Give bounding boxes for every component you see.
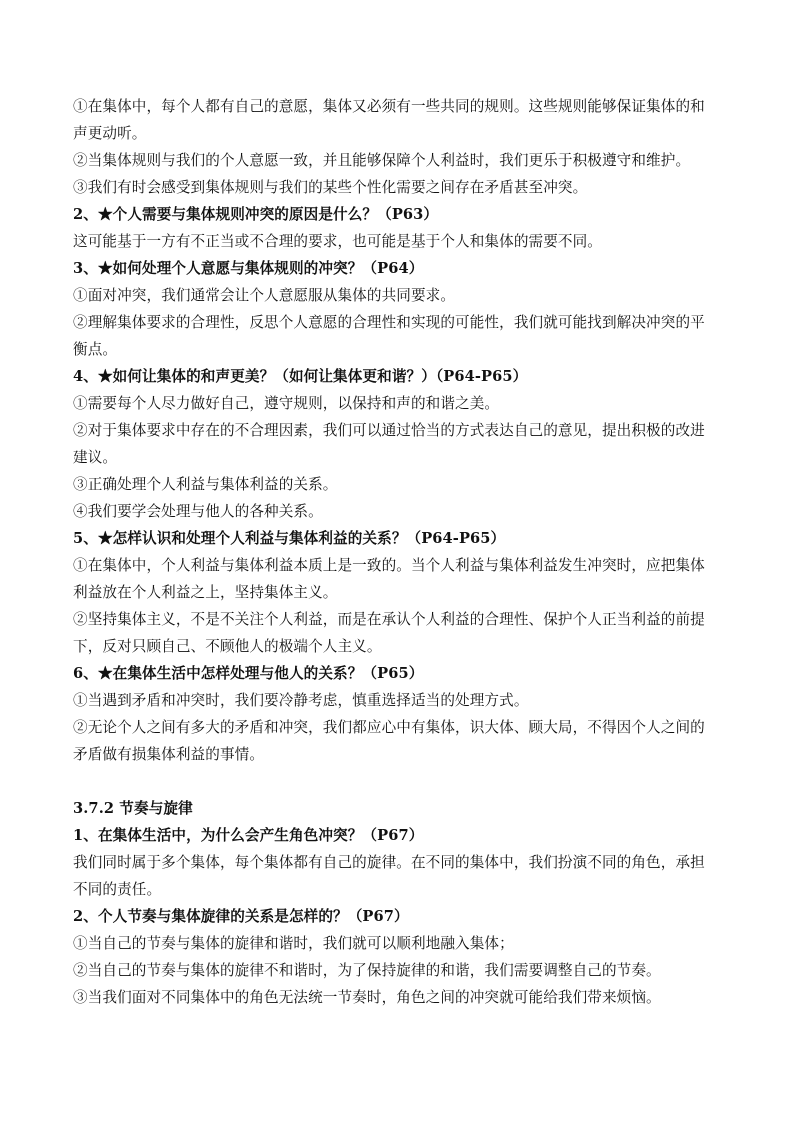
paragraph-line: ③我们有时会感受到集体规则与我们的某些个性化需要之间存在矛盾甚至冲突。 [73, 179, 588, 196]
paragraph-line: ①当自己的节奏与集体的旋律和谐时，我们就可以顺利地融入集体； [73, 935, 514, 952]
question-heading: 4、★如何让集体的和声更美？（如何让集体更和谐？）（P64-P65） [73, 368, 528, 385]
section-title: 3.7.2 节奏与旋律 [73, 800, 193, 817]
paragraph-line: ①需要每个人尽力做好自己，遵守规则，以保持和声的和谐之美。 [73, 395, 500, 412]
section-spacer [73, 768, 723, 795]
question-heading: 2、个人节奏与集体旋律的关系是怎样的？（P67） [73, 908, 409, 925]
paragraph-line: ②对于集体要求中存在的不合理因素，我们可以通过恰当的方式表达自己的意见，提出积极的改进 [73, 422, 705, 439]
question-heading: 5、★怎样认识和处理个人利益与集体利益的关系？（P64-P65） [73, 530, 506, 547]
paragraph-line: 不同的责任。 [73, 881, 162, 898]
paragraph-line: 下，反对只顾自己、不顾他人的极端个人主义。 [73, 638, 382, 655]
question-heading: 6、★在集体生活中怎样处理与他人的关系？（P65） [73, 665, 424, 682]
paragraph-line: ①在集体中，个人利益与集体利益本质上是一致的。当个人利益与集体利益发生冲突时，应把集体 [73, 557, 705, 574]
paragraph-line: ②无论个人之间有多大的矛盾和冲突，我们都应心中有集体，识大体、顾大局，不得因个人之间的 [73, 719, 705, 736]
paragraph-line: 我们同时属于多个集体，每个集体都有自己的旋律。在不同的集体中，我们扮演不同的角色，承担 [73, 854, 705, 871]
question-heading: 1、在集体生活中，为什么会产生角色冲突？（P67） [73, 827, 424, 844]
question-heading: 2、★个人需要与集体规则冲突的原因是什么？（P63） [73, 206, 439, 223]
paragraph-line: 这可能基于一方有不正当或不合理的要求，也可能是基于个人和集体的需要不同。 [73, 233, 602, 250]
paragraph-line: ②当集体规则与我们的个人意愿一致，并且能够保障个人利益时，我们更乐于积极遵守和维护。 [73, 152, 691, 169]
paragraph-line: ④我们要学会处理与他人的各种关系。 [73, 503, 323, 520]
document-page [73, 93, 723, 1011]
paragraph-line: ③正确处理个人利益与集体利益的关系。 [73, 476, 338, 493]
paragraph-line: ①面对冲突，我们通常会让个人意愿服从集体的共同要求。 [73, 287, 456, 304]
paragraph-line: 利益放在个人利益之上，坚持集体主义。 [73, 584, 338, 601]
question-heading: 3、★如何处理个人意愿与集体规则的冲突？（P64） [73, 260, 424, 277]
paragraph-line: ①当遇到矛盾和冲突时，我们要冷静考虑，慎重选择适当的处理方式。 [73, 692, 529, 709]
paragraph-line: ①在集体中，每个人都有自己的意愿，集体又必须有一些共同的规则。这些规则能够保证集体的和 [73, 98, 705, 115]
paragraph-line: ②坚持集体主义，不是不关注个人利益，而是在承认个人利益的合理性、保护个人正当利益的前提 [73, 611, 705, 628]
paragraph-line: 声更动听。 [73, 125, 147, 142]
paragraph-line: 矛盾做有损集体利益的事情。 [73, 746, 265, 763]
paragraph-line: 建议。 [73, 449, 118, 466]
paragraph-line: 衡点。 [73, 341, 118, 358]
paragraph-line: ②理解集体要求的合理性，反思个人意愿的合理性和实现的可能性，我们就可能找到解决冲突的平 [73, 314, 705, 331]
paragraph-line: ③当我们面对不同集体中的角色无法统一节奏时，角色之间的冲突就可能给我们带来烦恼。 [73, 989, 661, 1006]
paragraph-line: ②当自己的节奏与集体的旋律不和谐时，为了保持旋律的和谐，我们需要调整自己的节奏。 [73, 962, 661, 979]
